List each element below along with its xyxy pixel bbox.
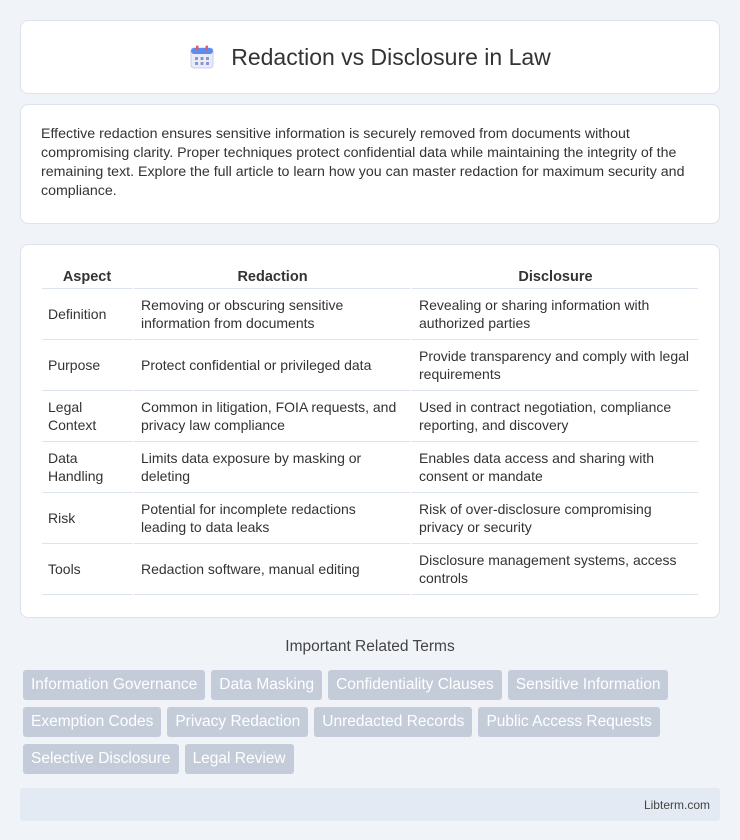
row-redaction: Protect confidential or privileged data <box>132 340 410 391</box>
page-footer <box>20 788 720 821</box>
term-tag[interactable]: Information Governance <box>23 670 205 700</box>
row-aspect: Legal Context <box>42 391 132 442</box>
related-terms-title: Important Related Terms <box>285 638 455 655</box>
table-row <box>42 493 698 544</box>
term-tag[interactable]: Unredacted Records <box>314 707 472 737</box>
related-terms-section <box>20 638 720 774</box>
term-tag[interactable]: Sensitive Information <box>508 670 669 700</box>
table-row <box>42 442 698 493</box>
term-tag[interactable]: Data Masking <box>211 670 322 700</box>
row-redaction: Redaction software, manual editing <box>132 544 410 595</box>
table-header-row <box>42 265 698 289</box>
page-title: Redaction vs Disclosure in Law <box>231 43 551 70</box>
intro-paragraph: Effective redaction ensures sensitive information is securely removed from documents without compromising clarity. Proper techniques protect confidential data while maintaining the integrity of the remaining text. Explore the full article to learn how you can master redaction for maximum security and compliance. <box>20 104 720 224</box>
row-disclosure: Revealing or sharing information with authorized parties <box>410 289 698 340</box>
row-redaction: Common in litigation, FOIA requests, and privacy law compliance <box>132 391 410 442</box>
comparison-table <box>42 265 698 595</box>
row-aspect: Tools <box>42 544 132 595</box>
term-tag[interactable]: Exemption Codes <box>23 707 161 737</box>
header-redaction: Redaction <box>132 265 410 289</box>
row-disclosure: Used in contract negotiation, compliance reporting, and discovery <box>410 391 698 442</box>
table-row <box>42 391 698 442</box>
page-header <box>20 20 720 94</box>
term-tag[interactable]: Selective Disclosure <box>23 744 179 774</box>
term-tag[interactable]: Legal Review <box>185 744 294 774</box>
calendar-grid-icon <box>189 44 215 70</box>
row-aspect: Definition <box>42 289 132 340</box>
term-tag[interactable]: Confidentiality Clauses <box>328 670 502 700</box>
table-row <box>42 340 698 391</box>
row-redaction: Potential for incomplete redactions leading to data leaks <box>132 493 410 544</box>
term-tag[interactable]: Public Access Requests <box>478 707 659 737</box>
related-terms-list <box>20 670 720 774</box>
footer-site-link[interactable]: Libterm.com <box>643 797 710 812</box>
row-redaction: Limits data exposure by masking or deleting <box>132 442 410 493</box>
table-row <box>42 289 698 340</box>
row-aspect: Risk <box>42 493 132 544</box>
table-row <box>42 544 698 595</box>
row-disclosure: Disclosure management systems, access controls <box>410 544 698 595</box>
row-disclosure: Provide transparency and comply with legal requirements <box>410 340 698 391</box>
row-aspect: Data Handling <box>42 442 132 493</box>
row-aspect: Purpose <box>42 340 132 391</box>
row-disclosure: Enables data access and sharing with consent or mandate <box>410 442 698 493</box>
header-aspect: Aspect <box>42 265 132 289</box>
term-tag[interactable]: Privacy Redaction <box>167 707 308 737</box>
row-disclosure: Risk of over-disclosure compromising privacy or security <box>410 493 698 544</box>
comparison-table-card <box>20 244 720 618</box>
header-disclosure: Disclosure <box>410 265 698 289</box>
row-redaction: Removing or obscuring sensitive information from documents <box>132 289 410 340</box>
